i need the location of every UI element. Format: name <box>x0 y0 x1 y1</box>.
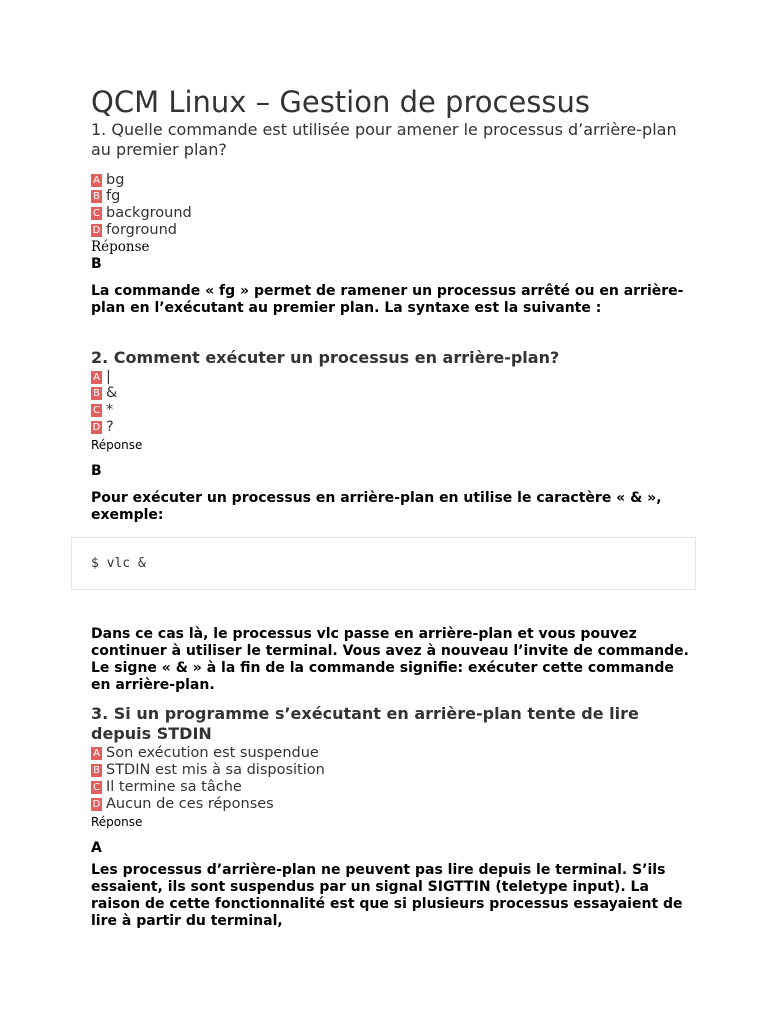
q3-option-c[interactable] <box>91 779 242 796</box>
reponse-label: Réponse <box>91 815 143 829</box>
q3-option-a[interactable] <box>91 745 319 762</box>
option-letter-badge: D <box>92 799 101 810</box>
option-text: Il termine sa tâche <box>106 779 242 795</box>
q3-option-b[interactable] <box>91 762 325 779</box>
q2-option-a[interactable] <box>91 369 111 386</box>
reponse-label: Réponse <box>91 239 150 255</box>
option-text: & <box>106 385 118 401</box>
option-letter-badge: D <box>92 422 101 433</box>
option-letter-badge: C <box>91 404 102 417</box>
option-text: Son exécution est suspendue <box>106 745 319 761</box>
question-1-text: 1. Quelle commande est utilisée pour amener le processus d’arrière-plan au premier plan? <box>91 120 677 159</box>
option-text: fg <box>106 188 121 204</box>
q1-option-c[interactable] <box>91 205 192 222</box>
option-letter-badge: C <box>91 207 102 220</box>
q1-answer: B <box>91 256 102 272</box>
option-letter-badge: A <box>91 174 102 187</box>
option-text: forground <box>106 222 177 238</box>
option-letter-badge: D <box>92 225 101 236</box>
option-text: ? <box>106 419 114 435</box>
option-letter-badge: B <box>91 764 102 777</box>
q1-option-a[interactable] <box>91 172 124 189</box>
option-text: Aucun de ces réponses <box>106 796 274 812</box>
question-3-text: 3. Si un programme s’exécutant en arrière-plan tente de lire depuis STDIN <box>91 704 639 743</box>
q3-answer: A <box>91 840 102 856</box>
q1-explanation: La commande « fg » permet de ramener un processus arrêté ou en arrière-plan en l’exécutant au premier plan. La syntaxe est la suivante : <box>91 283 684 316</box>
q3-explanation: Les processus d’arrière-plan ne peuvent pas lire depuis le terminal. S’ils essaient, ils sont suspendus par un signal SIGTTIN (teletype input). La raison de cette fonctionnalité est que si plusieurs processus essayaient de lire à partir du terminal, <box>91 862 683 929</box>
q1-option-b[interactable] <box>91 188 120 205</box>
option-letter-badge: A <box>91 371 102 384</box>
option-text: bg <box>106 172 125 188</box>
q2-option-d[interactable] <box>91 419 114 436</box>
reponse-label: Réponse <box>91 438 143 452</box>
code-block <box>71 537 696 590</box>
q3-option-d[interactable] <box>91 796 274 813</box>
option-text: background <box>106 205 192 221</box>
q2-explanation: Pour exécuter un processus en arrière-plan en utilise le caractère « & », exemple: <box>91 490 662 523</box>
q2-option-c[interactable] <box>91 402 113 419</box>
question-2-text: 2. Comment exécuter un processus en arrière-plan? <box>91 348 560 367</box>
option-text: STDIN est mis à sa disposition <box>106 762 325 778</box>
option-letter-badge: B <box>91 387 102 400</box>
page-title: QCM Linux – Gestion de processus <box>91 85 590 119</box>
option-letter-badge: B <box>91 190 102 203</box>
code-line: $ vlc & <box>91 556 146 571</box>
q2-answer: B <box>91 463 102 479</box>
option-letter-badge: C <box>91 781 102 794</box>
option-text: * <box>106 402 114 418</box>
q2-option-b[interactable] <box>91 385 117 402</box>
option-letter-badge: A <box>91 747 102 760</box>
option-text: | <box>106 369 111 385</box>
q1-option-d[interactable] <box>91 222 177 239</box>
q2-explanation-continued: Dans ce cas là, le processus vlc passe en arrière-plan et vous pouvez continuer à utiliser le terminal. Vous avez à nouveau l’invite de commande. Le signe « & » à la fin de la commande signifie: exécuter cette commande en arrière-plan. <box>91 626 689 693</box>
